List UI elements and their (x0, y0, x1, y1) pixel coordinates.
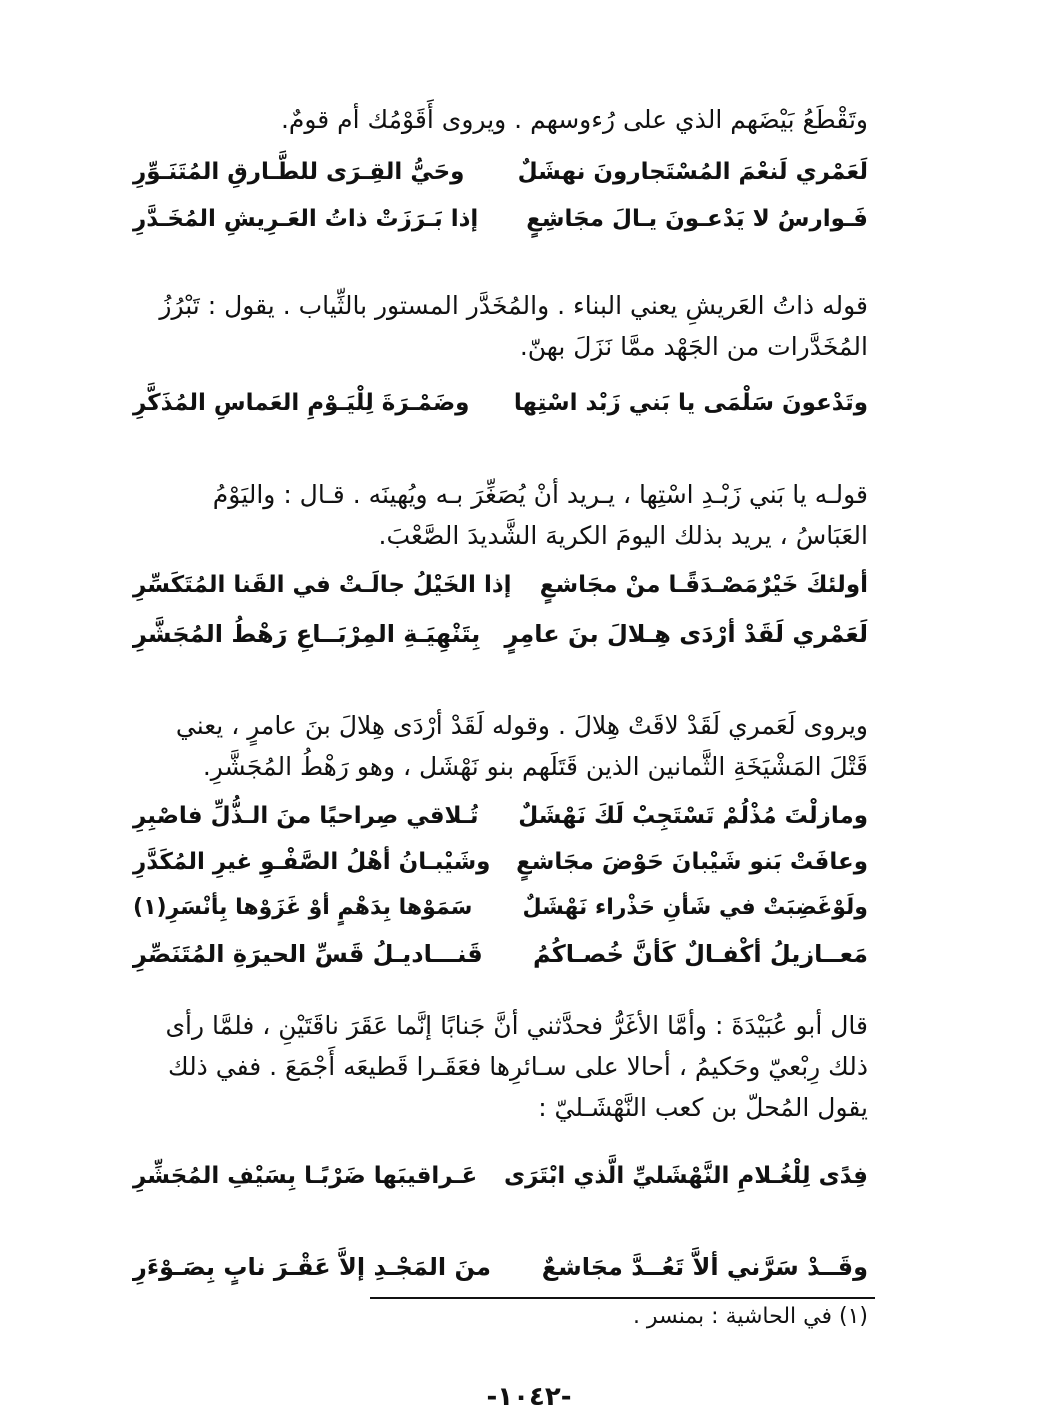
prose-line: قولـه يا بَني زَبْـدِ اسْتِها ، يـريد أنْ يُصَغِّرَ بـه ويُهينَه . قـال : واليَوْمُ (212, 480, 868, 509)
verse-first-hemistich: ولَوْغَضِبَتْ في شَأنِ حَذْراء نَهْشَلٌ (522, 895, 868, 920)
verse-second-hemistich: منَ المَجْـدِ إلاَّ عَقْـرَ نابٍ بِصَـوْءَرِ (133, 1253, 491, 1281)
prose-line: ويروى لَعَمري لَقَدْ لاقَتْ هِلالَ . وقوله لَقَدْ أرْدَى هِلالَ بنَ عامرٍ ، يعني (175, 711, 868, 740)
verse-second-hemistich: سَمَوْها بِدَهْمٍ أوْ غَزَوْها بِأنْسَرِ(١) (133, 895, 473, 920)
verse-second-hemistich: وشَيْبـانُ أهْلُ الصَّفْـوِ غيرِ المُكَدَّرِ (133, 849, 491, 875)
prose-paragraph (133, 474, 868, 556)
verse-first-hemistich: وعافَتْ بَنو شَيْبانَ حَوْضَ مجَاشعٍ (516, 849, 868, 875)
verse-line (133, 1154, 868, 1198)
verse-second-hemistich: بِتَنْهِيَـةِ المِرْبَــاعِ رَهْطُ المُجَشَّرِ (133, 620, 481, 648)
verse-second-hemistich: تُـلاقي صِراحيًا منَ الـذُّلِّ فاصْبِرِ (133, 803, 479, 829)
verse-first-hemistich: فِدًى لِلْغُـلامِ النَّهْشَليِّ الَّذي ابْتَرَى (504, 1163, 868, 1189)
prose-line: قال أبو عُبَيْدَةَ : وأمَّا الأغَرُّ فحدَّثني أنَّ جَنابًا إنَّما عَقَرَ ناقَتَيْنِ ، فلمَّا رأى (165, 1011, 868, 1040)
prose-line: قوله ذاتُ العَريشِ يعني البناء . والمُخَدَّر المستور بالثِّياب . يقول : تَبْرُزُ (159, 291, 868, 320)
prose-line: قَتْلَ المَشْيَخَةِ الثَّمانين الذين قَتَلَهم بنو نَهْشَل ، وهو رَهْطُ المُجَشَّرِ. (202, 752, 868, 781)
verse-second-hemistich: قَنـــاديـلُ قَسِّ الحيرَةِ المُتَنَصِّرِ (133, 940, 483, 968)
verse-second-hemistich: وحَيُّ القِـرَى للطَّـارقِ المُتَنَـوِّرِ (133, 159, 465, 185)
prose-line: وتَقْطَعُ بَيْضَهم الذي على رُءوسهم . ويروى أَقَوْمُك أم قومٌ. (280, 105, 868, 134)
verse-first-hemistich: وقَــدْ سَرَّني ألاَّ تَعُــدَّ مجَاشعٌ (541, 1253, 868, 1281)
footnote-separator (370, 1297, 875, 1299)
verse-line (133, 932, 868, 976)
verse-line (133, 840, 868, 884)
verse-first-hemistich: أولئكَ خَيْرٌمَصْـدَقًـا منْ مجَاشعٍ (539, 572, 868, 598)
prose-line: المُخَدَّرات من الجَهْد ممَّا نَزَلَ بهنّ. (519, 332, 868, 361)
verse-second-hemistich: عَـراقيبَها ضَرْبًـا بِسَيْفِ المُجَشِّرِ (133, 1163, 478, 1189)
prose-paragraph (133, 285, 868, 367)
verse-line (133, 150, 868, 194)
verse-line (133, 612, 868, 656)
verse-first-hemistich: فَـوارسُ لا يَدْعـونَ يـالَ مجَاشِعٍ (526, 206, 868, 232)
prose-line: العَبَاسُ ، يريد بذلك اليومَ الكريهَ الشَّديدَ الصَّعْبَ. (378, 521, 868, 550)
verse-line (133, 197, 868, 241)
prose-line: ذلك رِبْعيّ وحَكيمُ ، أحالا على سـائرِها فعَقَـرا قَطيعَه أَجْمَعَ . ففي ذلك (168, 1052, 868, 1081)
verse-first-hemistich: لَعَمْري لَنعْمَ المُسْتَجارونَ نهشَلٌ (517, 159, 868, 185)
verse-second-hemistich: إذا الخَيْلُ جالَـتْ في القَنا المُتَكَسِّرِ (133, 572, 512, 598)
verse-second-hemistich: وضَمْـرَةَ لِلْيَـوْمِ العَماسِ المُذَكَّرِ (133, 390, 470, 416)
verse-first-hemistich: مَعــازيلُ أكْفـالٌ كَأنَّ خُصـاكُمُ (532, 940, 868, 968)
page-number: -١٠٤٢- (486, 1382, 572, 1412)
verse-first-hemistich: لَعَمْري لَقَدْ أرْدَى هِـلالَ بنَ عامِرٍ (504, 620, 868, 648)
verse-line (133, 563, 868, 607)
verse-second-hemistich: إذا بَـرَزَتْ ذاتُ العَـرِيشِ المُخَـدَّرِ (133, 206, 479, 232)
verse-line (133, 886, 868, 930)
verse-first-hemistich: وتَدْعونَ سَلْمَى يا بَني زَبْد اسْتِها (513, 390, 868, 416)
prose-line: يقول المُحلّ بن كعب النَّهْشَـليّ : (538, 1093, 868, 1122)
prose-paragraph (133, 705, 868, 787)
prose-paragraph (133, 1005, 868, 1128)
verse-line (133, 794, 868, 838)
verse-first-hemistich: ومازلْتَ مُذْلُمْ تَسْتَجِبْ لَكَ نَهْشَلٌ (518, 803, 868, 829)
footnote: (١) في الحاشية : بمنسر . (632, 1304, 868, 1329)
verse-line (133, 1245, 868, 1289)
verse-line (133, 381, 868, 425)
prose-paragraph (133, 99, 868, 140)
